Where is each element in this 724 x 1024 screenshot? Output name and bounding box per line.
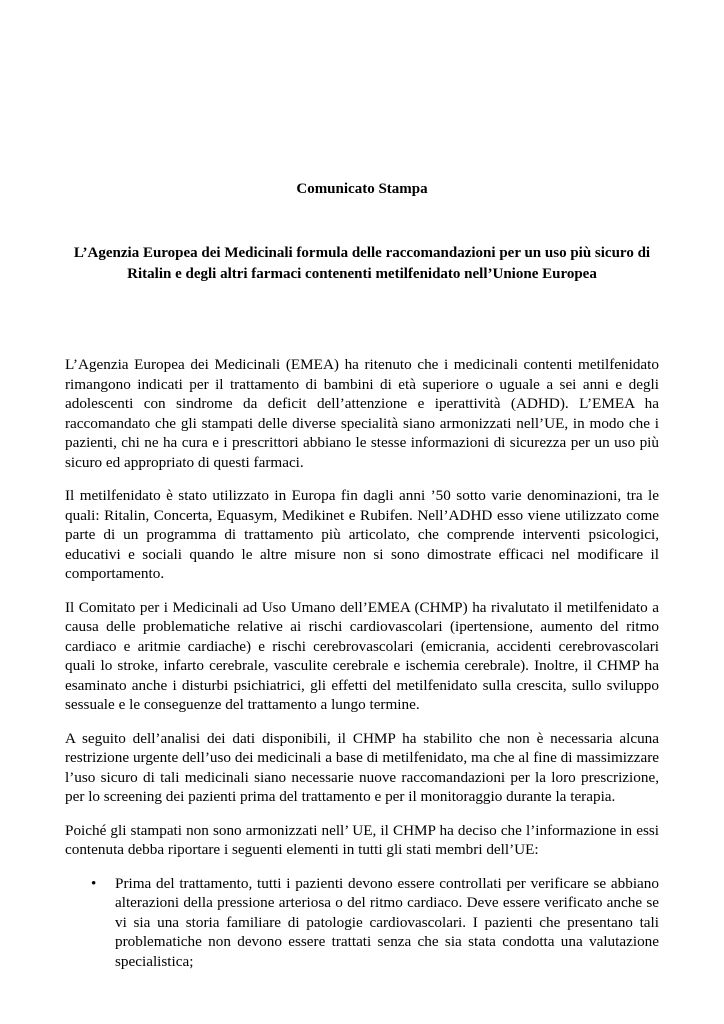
- paragraph: Il metilfenidato è stato utilizzato in Europa fin dagli anni ’50 sotto varie denominazioni, tra le quali: Ritalin, Concerta, Equasym, Medikinet e Rubifen. Nell’ADHD esso viene utilizzato come parte di un programma di trattamento più articolato, che comprende interventi psicologici, educativi e sociali quando le altre misure non si sono dimostrate efficaci nel modificare il comportamento.: [65, 487, 659, 582]
- document-body: [65, 355, 659, 971]
- document-title: Comunicato Stampa: [296, 181, 428, 197]
- bullet-icon: •: [91, 874, 97, 892]
- paragraph: Poiché gli stampati non sono armonizzati nell’ UE, il CHMP ha deciso che l’informazione in essi contenuta debba riportare i seguenti elementi in tutti gli stati membri dell’UE:: [65, 821, 659, 858]
- document-heading: L’Agenzia Europea dei Medicinali formula delle raccomandazioni per un uso più sicuro di Ritalin e degli altri farmaci contenenti metilfenidato nell’Unione Europea: [73, 245, 651, 282]
- paragraph: A seguito dell’analisi dei dati disponibili, il CHMP ha stabilito che non è necessaria alcuna restrizione urgente dell’uso dei medicinali a base di metilfenidato, ma che al fine di massimizzare l’uso sicuro di tali medicinali siano necessarie nuove raccomandazioni per la loro prescrizione, per lo screening dei pazienti prima del trattamento e per il monitoraggio durante la terapia.: [65, 729, 659, 805]
- list-item-text: Prima del trattamento, tutti i pazienti devono essere controllati per verificare se abbiano alterazioni della pressione arteriosa o del ritmo cardiaco. Deve essere verificato anche se vi sia una storia familiare di patologie cardiovascolari. I pazienti che presentano tali problematiche non devono essere trattati senza che sia stata condotta una valutazione specialistica;: [115, 874, 659, 970]
- list-item: [91, 874, 659, 972]
- bullet-list: [65, 874, 659, 972]
- paragraph: L’Agenzia Europea dei Medicinali (EMEA) ha ritenuto che i medicinali contenti metilfenidato rimangono indicati per il trattamento di bambini di età superiore o uguale a sei anni e degli adolescenti con sindrome da deficit dell’attenzione e iperattività (ADHD). L’EMEA ha raccomandato che gli stampati delle diverse specialità siano armonizzati nell’UE, in modo che i pazienti, chi ne ha cura e i prescrittori abbiano le stesse informazioni di sicurezza per un uso più sicuro ed appropriato di questi farmaci.: [65, 356, 659, 471]
- paragraph: Il Comitato per i Medicinali ad Uso Umano dell’EMEA (CHMP) ha rivalutato il metilfenidato a causa delle problematiche relative ai rischi cardiovascolari (ipertensione, aumento del ritmo cardiaco e aritmie cardiache) e rischi cerebrovascolari (emicrania, accidenti cerebrovascolari quali lo stroke, infarto cerebrale, vasculite cerebrale e ischemia cerebrale). Inoltre, il CHMP ha esaminato anche i disturbi psichiatrici, gli effetti del metilfenidato sulla crescita, sullo sviluppo sessuale e le conseguenze del trattamento a lungo termine.: [65, 598, 659, 713]
